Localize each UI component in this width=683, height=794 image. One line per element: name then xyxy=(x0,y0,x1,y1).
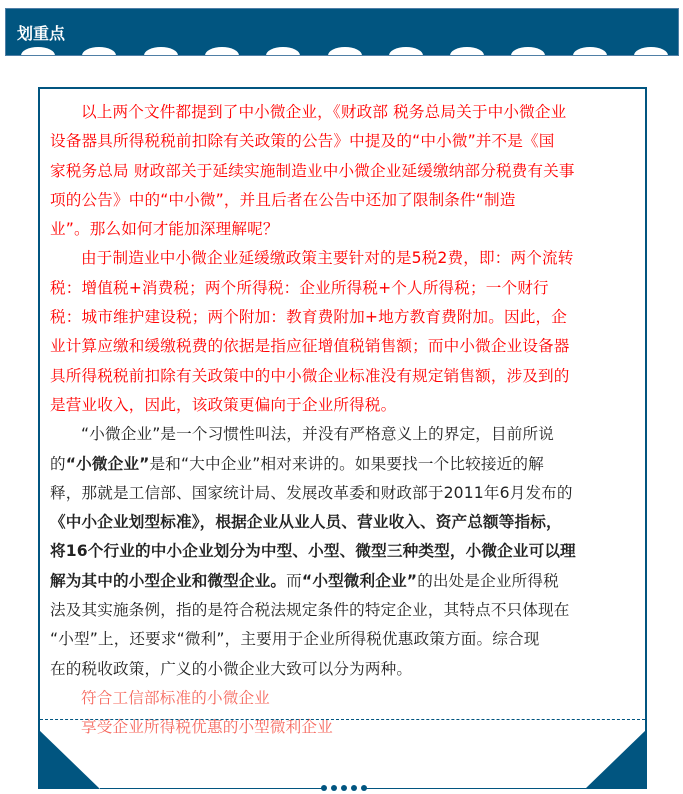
corner-triangle-left xyxy=(38,729,100,789)
text-line: 业”。那么如何才能加深理解呢？ xyxy=(50,220,279,239)
footer-dot xyxy=(351,785,357,791)
scallop-bump xyxy=(205,47,239,56)
text-line: 税：城市维护建设税；两个附加：教育费附加+地方教育费附加。因此，企 xyxy=(50,308,568,327)
text-line: 释，那就是工信部、国家统计局、发展改革委和财政部于2011年6月发布的 xyxy=(50,483,573,502)
footer-dot xyxy=(331,785,337,791)
article-body xyxy=(50,98,640,743)
bold-line: 《中小企业划型标准》，根据企业从业人员、营业收入、资产总额等指标， xyxy=(50,513,562,532)
section-header xyxy=(5,8,679,56)
dashed-divider xyxy=(40,719,645,720)
text-span: 的 xyxy=(50,454,66,473)
text-line: 设备器具所得税税前扣除有关政策的公告》中提及的“中小微”并不是《国 xyxy=(50,132,555,151)
text-span: 的出处是企业所得税 xyxy=(417,571,559,590)
footer-dot xyxy=(341,785,347,791)
paragraph-1 xyxy=(50,98,640,244)
scallop-bump xyxy=(389,47,423,56)
footer-line-left xyxy=(100,788,322,789)
bold-term: 解为其中的小型企业和微型企业。 xyxy=(50,571,287,590)
footer-dot xyxy=(361,785,367,791)
bold-term: “小型微利企业” xyxy=(301,571,418,590)
section-title: 划重点 xyxy=(17,24,66,43)
paragraph-2 xyxy=(50,244,640,420)
paragraph-3 xyxy=(50,420,640,684)
text-line: 以上两个文件都提到了中小微企业，《财政部 税务总局关于中小微企业 xyxy=(81,103,567,121)
corner-triangle-right xyxy=(585,729,647,789)
scallop-bump xyxy=(328,47,362,56)
text-line: 项的公告》中的“中小微”，并且后者在公告中还加了限制条件“制造 xyxy=(50,190,516,209)
text-line: 具所得税税前扣除有关政策中的中小微企业标准没有规定销售额，涉及到的 xyxy=(50,366,570,385)
scallop-bump xyxy=(634,47,668,56)
footer-dot xyxy=(321,785,327,791)
text-line: 法及其实施条例，指的是符合税法规定条件的特定企业，其特点不只体现在 xyxy=(50,601,570,620)
footer-line-right xyxy=(366,788,586,789)
scallop-bump xyxy=(21,47,55,56)
list-item: 符合工信部标准的小微企业 xyxy=(81,688,270,707)
bold-term: “小微企业” xyxy=(65,454,150,473)
scallop-bump xyxy=(450,47,484,56)
category-list xyxy=(50,684,640,743)
scallop-bump xyxy=(266,47,300,56)
text-line: “小微企业”是一个习惯性叫法，并没有严格意义上的界定，目前所说 xyxy=(81,425,555,444)
scallop-bump xyxy=(144,47,178,56)
list-item: 享受企业所得税优惠的小型微利企业 xyxy=(81,718,333,737)
scallop-bump xyxy=(511,47,545,56)
scallop-bump xyxy=(82,47,116,56)
text-line: 家税务总局 财政部关于延续实施制造业中小微企业延缓缴纳部分税费有关事 xyxy=(50,161,575,180)
text-line: 业计算应缴和缓缴税费的依据是指应征增值税销售额；而中小微企业设备器 xyxy=(50,337,570,356)
text-line: 在的税收政策，广义的小微企业大致可以分为两种。 xyxy=(50,659,413,678)
text-span: 是和“大中企业”相对来讲的。如果要找一个比较接近的解 xyxy=(149,454,544,473)
text-line: 由于制造业中小微企业延缓缴政策主要针对的是5税2费，即：两个流转 xyxy=(81,249,574,268)
text-line: 是营业收入，因此，该政策更偏向于企业所得税。 xyxy=(50,395,397,414)
footer-dots xyxy=(321,785,367,791)
text-line: “小型”上，还要求“微利”，主要用于企业所得税优惠政策方面。综合现 xyxy=(50,630,540,649)
text-line xyxy=(50,567,640,596)
text-line xyxy=(50,450,640,479)
bold-line: 将16个行业的中小企业划分为中型、小型、微型三种类型，小微企业可以理 xyxy=(50,542,576,561)
text-line: 税：增值税+消费税；两个所得税：企业所得税+个人所得税；一个财行 xyxy=(50,278,549,297)
text-span: 而 xyxy=(286,571,302,590)
scallop-bump xyxy=(573,47,607,56)
